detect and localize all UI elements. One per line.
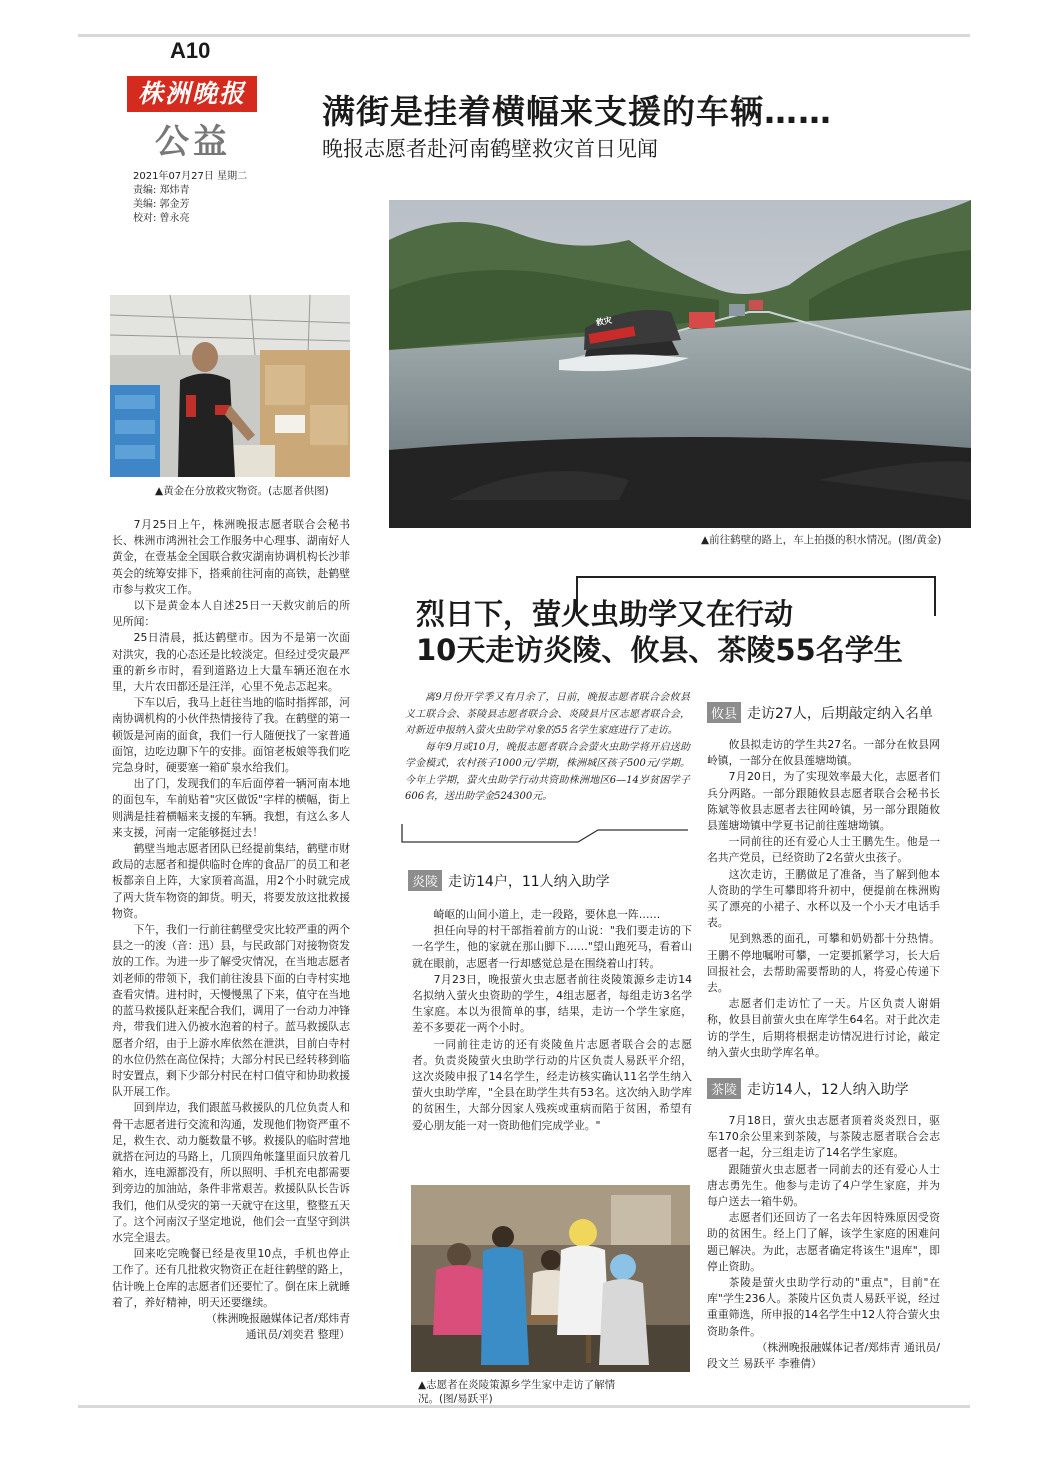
page-headline: 满街是挂着横幅来支援的车辆…… [322,92,832,131]
bottom-rule [78,1405,970,1408]
paragraph: 一同前往的还有爱心人士王鹏先生。他是一名共产党员，已经资助了2名萤火虫孩子。 [707,835,940,865]
chaling-body [707,1113,940,1372]
page-subheadline: 晚报志愿者赴河南鹤壁救灾首日见闻 [322,137,658,161]
youxian-body [707,737,940,1061]
paragraph: 下午，我们一行前往鹤壁受灾比较严重的两个县之一的浚（音：迅）县，与民政部门对接物资发放的工作。为进一步了解受灾情况，在当地志愿者刘老师的带领下，我们前往浚县下面的白寺村实地查看灾情。进村时，天慢慢黑了下来，值守在当地的蓝马救援队赶来配合我们，调用了一台动力冲锋舟，带我们进入仍被水泡着的村子。蓝马救援队志愿者介绍，由于上游水库依然在泄洪，目前白寺村的水位仍然在高位保持；大部分村民已经转移到临时安置点，剩下少部分村民在村口值守和协助救援队开展工作。 [112,923,350,1099]
chaling-tag: 茶陵 [707,1078,741,1099]
photo-student-visit [411,1185,690,1372]
paragraph: 鹤壁当地志愿者团队已经提前集结，鹤壁市财政局的志愿者和提供临时仓库的食品厂的员工和老板都亲自上阵，大家顶着高温，用2个小时就完成了两大货车物资的卸货。明天，将要发放这批救援物资。 [112,842,350,920]
article-disaster-relief [112,517,350,1343]
intro-paragraph: 离9月份开学季又有月余了，日前，晚报志愿者联合会攸县义工联合会、茶陵县志愿者联合会、炎陵县片区志愿者联合会，对新近申报纳入萤火虫助学对象的55名学生家庭进行了走访。 [405,692,690,736]
article2-title-line1: 烈日下，萤火虫助学又在行动 [416,597,794,631]
masthead-logo: 株洲晚报 [127,76,257,112]
paragraph: 出了门，发现我们的车后面停着一辆河南本地的面包车，车前贴着"灾区做饭"字样的横幅，街上则满是挂着横幅来支援的车辆。我想，有这么多人来支援，河南一定能够挺过去！ [112,777,350,839]
paragraph: 7月20日，为了实现效率最大化，志愿者们兵分两路。一部分跟随攸县志愿者联合会秘书长陈斌等攸县志愿者去往网岭镇，另一部分跟随攸县莲塘坳镇中学夏书记前往莲塘坳镇。 [707,770,940,833]
yanling-body [412,907,692,1134]
yanling-tag: 炎陵 [408,870,442,891]
paragraph: 崎岖的山间小道上，走一段路，要休息一阵…… [433,908,661,921]
paragraph: 下车以后，我马上赶往当地的临时指挥部，河南协调机构的小伙伴热情接待了我。在鹤壁的第一顿饭是河南的面食，我们一行人随便找了一家普通面馆，边吃边聊下午的安排。面馆老板娘等我们吃完急身时，硬要塞一箱矿泉水给我们。 [112,696,350,775]
paragraph: 茶陵是萤火虫助学行动的"重点"，目前"在库"学生236人。茶陵片区负责人易跃平说，经过重重筛选，所申报的14名学生中12人符合萤火虫资助条件。 [707,1276,940,1338]
meta-designer: 美编: 郭金芳 [133,199,190,210]
byline-line1: （株洲晚报融媒体记者/郑炜青 [206,1311,350,1325]
visit-illustration [411,1185,690,1372]
photo-huangjin-warehouse [110,295,350,477]
paragraph: 7月23日，晚报萤火虫志愿者前往炎陵策源乡走访14名拟纳入萤火虫资助的学生，4组志愿者，每组走访3名学生家庭。本以为很简单的事，结果，走访一个学生家庭，差不多要花一两个小时。 [412,972,692,1035]
yanling-heading-text: 走访14户，11人纳入助学 [448,874,610,890]
byline-line1: （株洲晚报融媒体记者/郑炜青 通讯员/ [756,1340,940,1354]
youxian-tag: 攸县 [707,702,741,723]
article-box-right [934,576,936,616]
paragraph: 7月25日上午，株洲晚报志愿者联合会秘书长、株洲市鸿洲社会工作服务中心理事、湖南好人黄金，在壹基金全国联合救灾湖南协调机构长沙菲英会的统筹安排下，搭乘前往河南的高铁，赴鹤壁市参与救灾工作。 [112,518,350,596]
warehouse-illustration [110,295,350,477]
byline-line2: 通讯员/刘奕君 整理） [245,1328,350,1342]
paragraph: 志愿者们走访忙了一天。片区负责人谢娟称，攸县目前萤火虫在库学生64名。对于此次走访的学生，后期将根据走访情况进行讨论，敲定纳入萤火虫助学库名单。 [707,997,940,1059]
intro-paragraph: 每年9月或10月，晚报志愿者联合会萤火虫助学将开启送助学金模式，农村孩子1000元/学期，株洲城区孩子500元/学期。今年上学期，萤火虫助学行动共资助株洲地区6—14岁贫困学子606名，送出助学金524300元。 [405,741,690,802]
article2-intro [405,690,690,806]
top-rule [78,34,970,37]
meta-proofreader: 校对: 曾永亮 [133,213,190,224]
paragraph: 跟随萤火虫志愿者一同前去的还有爱心人士唐志勇先生。他参与走访了4户学生家庭，并为每户送去一箱牛奶。 [707,1162,940,1209]
youxian-heading [707,702,933,723]
caption-visit-line2: 况。(图/易跃平) [418,1393,493,1405]
paragraph: 志愿者们还回访了一名去年因特殊原因受资助的贫困生。经上门了解，该学生家庭的困难问题已解决。为此，志愿者确定将该生"退库"，即停止资助。 [707,1211,940,1273]
paragraph: 这次走访，王鹏做足了准备，当了解到他本人资助的学生可攀即将升初中，便提前在株洲购买了漂亮的小裙子、水杯以及一个小天才电话手表。 [707,867,940,930]
byline-line2: 段文兰 易跃平 李雅倩） [707,1357,822,1371]
photo-flooded-road [389,200,971,528]
page-number: A10 [170,38,211,63]
article2-title-line2: 10天走访炎陵、攸县、茶陵55名学生 [416,633,903,667]
meta-date: 2021年07月27日 星期二 [133,171,248,182]
intro-bracket [400,822,690,846]
chaling-heading [707,1078,909,1099]
edition-meta [133,170,247,226]
paragraph: 7月18日，萤火虫志愿者顶着炎炎烈日，驱车170余公里来到茶陵，与茶陵志愿者联合会志愿者一起，分三组走访了14名学生家庭。 [707,1114,940,1160]
caption-road: ▲前往鹤壁的路上，车上拍摄的积水情况。(图/黄金) [701,534,942,546]
youxian-heading-text: 走访27人，后期敲定纳入名单 [747,706,933,722]
paragraph: 回到岸边，我们跟蓝马救援队的几位负责人和骨干志愿者进行交流和沟通，发现他们物资严重不足，救生衣、动力艇数量不够。救援队的临时营地就搭在河边的马路上，几顶四角帐篷里面只放着几箱水，连电源都没有，所以照明、手机充电都需要到旁边的加油站，条件非常艰苦。救援队队长告诉我们，他们从受灾的第一天就守在这里，整整五天了。这个河南汉子坚定地说，他们会一直坚守到洪水完全退去。 [112,1101,350,1244]
paragraph: 以下是黄金本人自述25日一天救灾前后的所见所闻： [112,599,350,629]
yanling-heading [408,870,610,891]
paragraph: 一同前往走访的还有炎陵鱼片志愿者联合会的志愿者。负责炎陵萤火虫助学行动的片区负责人易跃平介绍，这次炎陵申报了14名学生，经走访核实确认11名学生纳入萤火虫助学库，"全县在助学生共有53名。这次纳入助学库的贫困生，大部分因家人残疾或重病而陷于贫困，希望有爱心朋友能一对一资助他们完成学业。" [412,1037,692,1132]
article-box-top [576,576,936,578]
paragraph: 见到熟悉的面孔，可攀和奶奶都十分热情。王鹏不停地嘱咐可攀，一定要抓紧学习，长大后回报社会，去帮助需要帮助的人，将爱心传递下去。 [707,932,940,995]
flooded-road-illustration [389,200,971,528]
paragraph: 回来吃完晚餐已经是夜里10点，手机也停止工作了。还有几批救灾物资正在赶往鹤壁的路上，估计晚上仓库的志愿者们还要忙了。倒在床上就睡着了，养好精神，明天还要继续。 [112,1247,350,1309]
chaling-heading-text: 走访14人，12人纳入助学 [747,1082,909,1098]
paragraph: 担任向导的村干部指着前方的山说："我们要走访的下一名学生，他的家就在那山脚下……"望山跑死马，看着山就在眼前，志愿者一行却感觉总是在围绕着山打转。 [412,924,692,970]
paragraph: 攸县拟走访的学生共27名。一部分在攸县网岭镇，一部分在攸县莲塘坳镇。 [707,738,940,768]
caption-huangjin: ▲黄金在分放救灾物资。(志愿者供图) [155,485,329,497]
section-title: 公益 [155,122,231,162]
meta-editor: 责编: 郑炜青 [133,185,190,196]
car-banner: 救灾 [595,315,613,328]
paragraph: 25日清晨，抵达鹤壁市。因为不是第一次面对洪灾，我的心态还是比较淡定。但经过受灾最严重的新乡市时，看到道路边上大量车辆还泡在水里，大片农田都还是汪洋，心里不免忐忑起来。 [112,631,350,694]
caption-visit-line1: ▲志愿者在炎陵策源乡学生家中走访了解情 [418,1379,616,1391]
